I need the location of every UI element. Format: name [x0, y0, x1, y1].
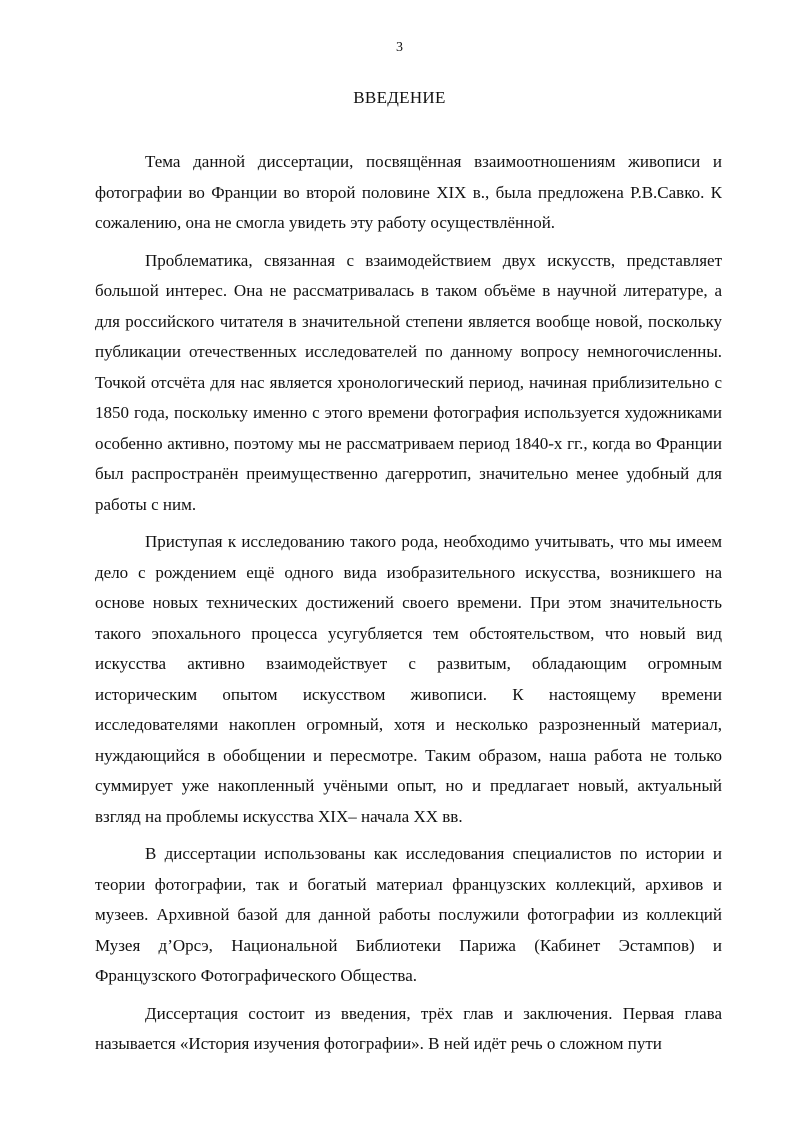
page-number: 3 [396, 40, 403, 55]
body-text [95, 147, 722, 1067]
paragraph-3: Приступая к исследованию такого рода, необходимо учитывать, что мы имеем дело с рождением ещё одного вида изобразительного искусства, возникшего на основе новых технических достижений своего времени. При этом значительность такого эпохального процесса усугубляется тем обстоятельством, что новый вид искусства активно взаимодействует с развитым, обладающим огромным историческим опытом искусством живописи. К настоящему времени исследователями накоплен огромный, хотя и несколько разрозненный материал, нуждающийся в обобщении и пересмотре. Таким образом, наша работа не только суммирует уже накопленный учёными опыт, но и предлагает новый, актуальный взгляд на проблемы искусства XIX– начала XX вв. [95, 532, 722, 826]
page-title: ВВЕДЕНИЕ [353, 88, 446, 107]
paragraph-5: Диссертация состоит из введения, трёх глав и заключения. Первая глава называется «История изучения фотографии». В ней идёт речь о сложном пути [95, 1003, 722, 1053]
paragraph-2: Проблематика, связанная с взаимодействием двух искусств, представляет большой интерес. Она не рассматривалась в таком объёме в научной литературе, а для российского читателя в значительной степени является вообще новой, поскольку публикации отечественных исследователей по данному вопросу немногочисленны. Точкой отсчёта для нас является хронологический период, начиная приблизительно с 1850 года, поскольку именно с этого времени фотография используется художниками особенно активно, поэтому мы не рассматриваем период 1840-х гг., когда во Франции был распространён преимущественно дагерротип, значительно менее удобный для работы с ним. [95, 250, 722, 514]
paragraph-1: Тема данной диссертации, посвящённая взаимоотношениям живописи и фотографии во Франции во второй половине XIX в., была предложена Р.В.Савко. К сожалению, она не смогла увидеть эту работу осуществлённой. [95, 152, 722, 232]
paragraph-4: В диссертации использованы как исследования специалистов по истории и теории фотографии, так и богатый материал французских коллекций, архивов и музеев. Архивной базой для данной работы послужили фотографии из коллекций Музея д’Орсэ, Национальной Библиотеки Парижа (Кабинет Эстампов) и Французского Фотографического Общества. [95, 844, 722, 985]
